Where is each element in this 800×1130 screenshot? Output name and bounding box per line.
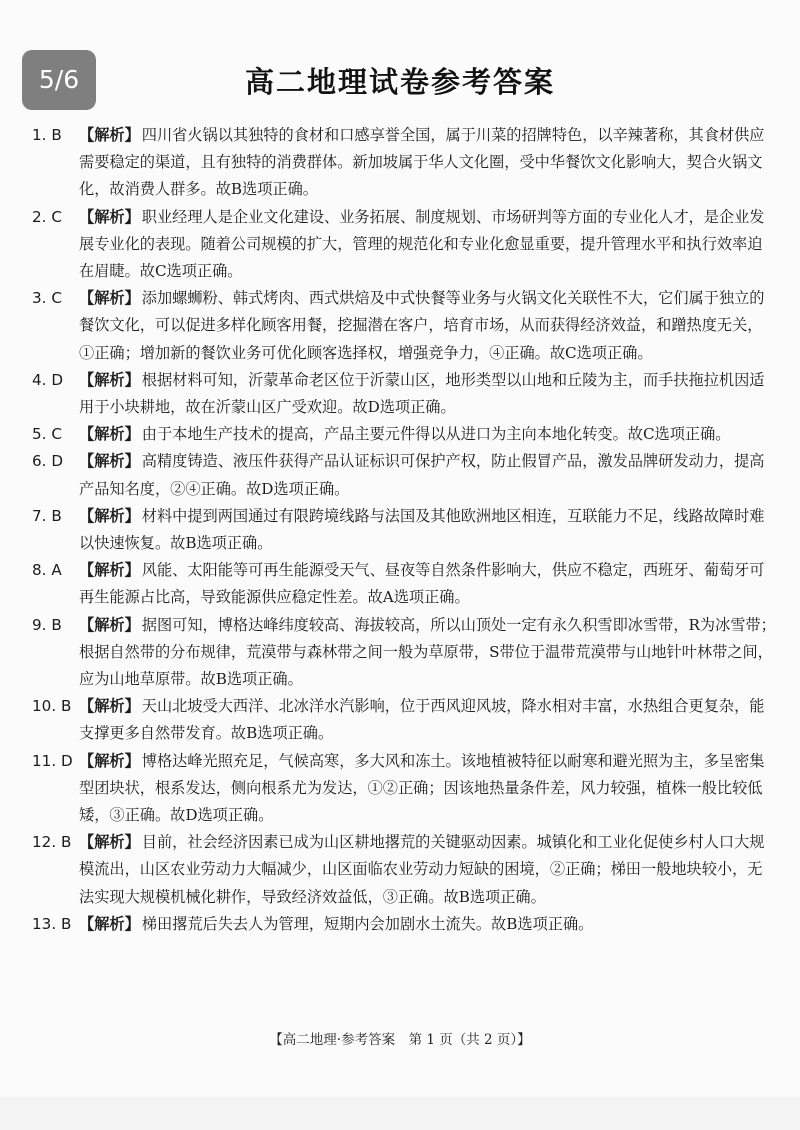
answer-item (32, 503, 776, 557)
answer-item (32, 829, 776, 911)
analysis-tag: 【解析】 (79, 833, 140, 852)
answer-item (32, 557, 776, 611)
analysis-tag: 【解析】 (79, 751, 140, 770)
analysis-tag: 【解析】 (79, 425, 140, 444)
answer-number: 9. B (32, 615, 62, 634)
answer-number: 3. C (32, 289, 62, 308)
bottom-strip (0, 1097, 800, 1130)
answer-number: 13. B (32, 914, 72, 933)
analysis-tag: 【解析】 (79, 697, 140, 716)
answer-explanation: 据图可知，博格达峰纬度较高、海拔较高，所以山顶处一定有永久积雪即冰雪带，R为冰雪带；根据自然带的分布规律，荒漠带与森林带之间一般为草原带，S带位于温带荒漠带与山地针叶林带之间，应为山地草原带。故B选项正确。 (79, 615, 776, 689)
answer-explanation: 四川省火锅以其独特的食材和口感享誉全国，属于川菜的招牌特色，以辛辣著称，其食材供应需要稳定的渠道，且有独特的消费群体。新加坡属于华人文化圈，受中华餐饮文化影响大，契合火锅文化，故消费人群多。故B选项正确。 (79, 126, 765, 199)
answer-explanation: 风能、太阳能等可再生能源受天气、昼夜等自然条件影响大，供应不稳定，西班牙、葡萄牙可再生能源占比高，导致能源供应稳定性差。故A选项正确。 (79, 561, 765, 607)
answer-number: 8. A (32, 561, 62, 580)
analysis-tag: 【解析】 (79, 370, 140, 389)
analysis-tag: 【解析】 (79, 452, 140, 471)
page-indicator-badge: 5/6 (22, 50, 96, 110)
answer-explanation: 添加螺蛳粉、韩式烤肉、西式烘焙及中式快餐等业务与火锅文化关联性不大，它们属于独立的餐饮文化，可以促进多样化顾客用餐，挖掘潜在客户，培育市场，从而获得经济效益，和蹭热度无关，①正确；增加新的餐饮业务可优化顾客选择权，增强竞争力，④正确。故C选项正确。 (79, 289, 765, 362)
answer-number: 2. C (32, 207, 62, 226)
answer-number: 5. C (32, 425, 62, 444)
analysis-tag: 【解析】 (79, 615, 140, 634)
answer-item (32, 122, 776, 204)
analysis-tag: 【解析】 (79, 207, 140, 226)
answer-number: 10. B (32, 697, 72, 716)
answer-item (32, 285, 776, 367)
analysis-tag: 【解析】 (79, 506, 140, 525)
answer-explanation: 目前，社会经济因素已成为山区耕地撂荒的关键驱动因素。城镇化和工业化促使乡村人口大规模流出，山区农业劳动力大幅减少，山区面临农业劳动力短缺的困境，②正确；梯田一般地块较小，无法实现大规模机械化耕作，导致经济效益低，③正确。故B选项正确。 (79, 833, 765, 906)
answer-explanation: 博格达峰光照充足，气候高寒，多大风和冻土。该地植被特征以耐寒和避光照为主，多呈密集型团块状，根系发达，侧向根系尤为发达，①②正确；因该地热量条件差，风力较强，植株一般比较低矮，③正确。故D选项正确。 (79, 751, 765, 825)
answer-explanation: 高精度铸造、液压件获得产品认证标识可保护产权，防止假冒产品，激发品牌研发动力，提高产品知名度，②④正确。故D选项正确。 (79, 452, 765, 498)
analysis-tag: 【解析】 (79, 561, 140, 580)
answer-list (32, 122, 776, 938)
answer-explanation: 由于本地生产技术的提高，产品主要元件得以从进口为主向本地化转变。故C选项正确。 (141, 425, 731, 444)
answer-item (32, 693, 776, 747)
answer-number: 6. D (32, 452, 64, 471)
answer-item (32, 911, 776, 938)
answer-explanation: 根据材料可知，沂蒙革命老区位于沂蒙山区，地形类型以山地和丘陵为主，而手扶拖拉机因适用于小块耕地，故在沂蒙山区广受欢迎。故D选项正确。 (79, 370, 765, 417)
answer-number: 1. B (32, 126, 62, 144)
answer-explanation: 梯田撂荒后失去人为管理，短期内会加剧水土流失。故B选项正确。 (141, 914, 594, 933)
analysis-tag: 【解析】 (79, 126, 140, 144)
page-footer: 【高二地理·参考答案 第 1 页（共 2 页）】 (269, 1032, 531, 1048)
answer-item (32, 748, 776, 830)
answer-item (32, 612, 776, 694)
answer-explanation: 天山北坡受大西洋、北冰洋水汽影响，位于西风迎风坡，降水相对丰富，水热组合更复杂，能支撑更多自然带发育。故B选项正确。 (79, 697, 765, 743)
answer-number: 11. D (32, 751, 73, 770)
answer-number: 12. B (32, 833, 72, 852)
answer-item (32, 421, 776, 448)
answer-item (32, 448, 776, 502)
answer-explanation: 材料中提到两国通过有限跨境线路与法国及其他欧洲地区相连，互联能力不足，线路故障时难以快速恢复。故B选项正确。 (79, 506, 765, 553)
page-title: 高二地理试卷参考答案 (244, 65, 555, 99)
answer-number: 7. B (32, 506, 62, 525)
analysis-tag: 【解析】 (79, 914, 140, 933)
answer-item (32, 204, 776, 286)
answer-number: 4. D (32, 370, 64, 389)
analysis-tag: 【解析】 (79, 289, 140, 308)
answer-item (32, 367, 776, 421)
answer-explanation: 职业经理人是企业文化建设、业务拓展、制度规划、市场研判等方面的专业化人才，是企业发展专业化的表现。随着公司规模的扩大，管理的规范化和专业化愈显重要，提升管理水平和执行效率迫在眉睫。故C选项正确。 (79, 207, 765, 281)
